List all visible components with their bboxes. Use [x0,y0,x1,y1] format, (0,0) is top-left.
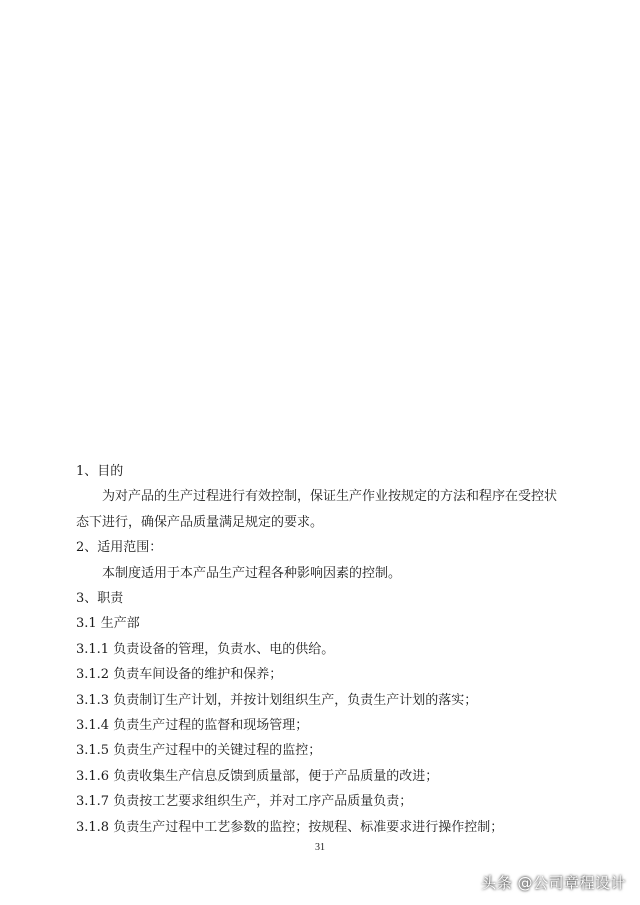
page-number: 31 [315,842,325,853]
subsection-heading-production-dept: 3.1 生产部 [76,616,140,632]
list-item: 3.1.3 负责制订生产计划，并按计划组织生产，负责生产计划的落实； [76,692,478,708]
section-heading-responsibilities: 3、职责 [76,591,124,607]
paragraph-line: 为对产品的生产过程进行有效控制，保证生产作业按规定的方法和程序在受控状 [102,489,558,505]
list-item: 3.1.7 负责按工艺要求组织生产，并对工序产品质量负责； [76,794,413,810]
paragraph-line: 态下进行，确保产品质量满足规定的要求。 [76,514,324,530]
list-item: 3.1.5 负责生产过程中的关键过程的监控； [76,743,322,759]
section-heading-scope: 2、适用范围： [76,540,163,556]
list-item: 3.1.6 负责收集生产信息反馈到质量部，便于产品质量的改进； [76,768,439,784]
list-item: 3.1.1 负责设备的管理，负责水、电的供给。 [76,641,335,657]
watermark-text: 头条 @公司章程设计 [481,874,626,892]
list-item: 3.1.4 负责生产过程的监督和现场管理； [76,718,309,734]
list-item: 3.1.2 负责车间设备的维护和保养； [76,667,283,683]
paragraph-line: 本制度适用于本产品生产过程各种影响因素的控制。 [102,565,402,581]
document-body [76,459,576,840]
section-heading-purpose: 1、目的 [76,464,124,479]
list-item: 3.1.8 负责生产过程中工艺参数的监控；按规程、标准要求进行操作控制； [76,819,504,835]
